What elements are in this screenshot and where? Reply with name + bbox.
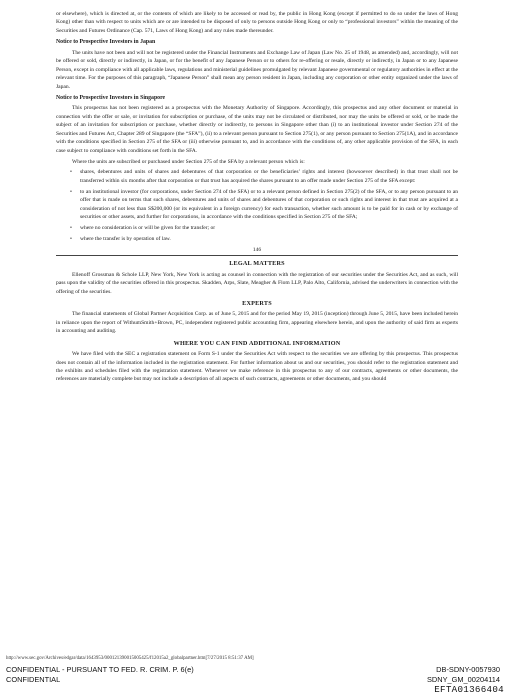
list-item [70,224,458,232]
bates-number: EFTA01366404 [434,684,504,695]
list-item [70,168,458,185]
experts-paragraph: The financial statements of Global Partner Acquisition Corp. as of June 5, 2015 and for the period May 19, 2015 (inception) through June 5, 2015, have been included herein in reliance upon the report of WithumSmith+Brown, PC, independent registered public accounting firm, appearing elsewhere herein, and upon the authority of said firm as experts in accounting and auditing. [56,311,458,335]
additional-information-paragraph: We have filed with the SEC a registration statement on Form S-1 under the Securities Act with respect to the securities we are offering by this prospectus. This prospectus does not contain all of the information included in the registration statement. For further information about us and our securities, you should refer to the registration statement and the exhibits and schedules filed with the registration statement. Whenever we make reference in this prospectus to any of our contracts, agreements or other documents, the references are materially complete but may not include a description of all aspects of such contracts, agreements or other documents, and you should [56,351,458,383]
list-item [70,235,458,243]
bullet-glyph: • [70,235,72,242]
hong-kong-continued-paragraph: or elsewhere), which is directed at, or the contents of which are likely to be accessed or read by, the public in Hong Kong (except if permitted to do so under the laws of Hong Kong) other than with respect to units which are or are intended to be disposed of only to persons outside Hong Kong or only to “professional investors” within the meaning of the Securities and Futures Ordinance (Cap. 571, Laws of Hong Kong) and any rules made thereunder. [56,11,458,34]
document-body [56,10,458,386]
singapore-notice-paragraph: This prospectus has not been registered as a prospectus with the Monetary Authority of Singapore. Accordingly, this prospectus and any other document or material in connection with the offer or sale, or invitation for subscription or purchase, of the units may not be circulated or distributed, nor may the units be offered or sold, or be made the subject of an invitation for subscription or purchase, whether directly or indirectly, to persons in Singapore other than (i) to an institutional investor under Section 274 of the Securities and Futures Act, Chapter 289 of Singapore (the “SFA”), (ii) to a relevant person pursuant to Section 275(1), or any person pursuant to Section 275(1A), and in accordance with the conditions specified in Section 275 of the SFA or (iii) otherwise pursuant to, and in accordance with the conditions of, any other applicable provision of the SFA, in each case subject to compliance with conditions set forth in the SFA. [56,105,458,154]
bullet-glyph: • [70,224,72,231]
legal-matters-heading: LEGAL MATTERS [229,260,285,268]
bullet-glyph: • [70,188,72,195]
source-url: http://www.sec.gov/Archives/edgar/data/1643953/000121390015005425/f12015a2_globalpartner.htm[7/27/2015 8:51:37 AM] [6,656,254,661]
sfa-intro-paragraph: Where the units are subscribed or purchased under Section 275 of the SFA by a relevant person which is: [72,158,305,165]
experts-heading: EXPERTS [242,299,272,307]
confidential-notice: CONFIDENTIAL - PURSUANT TO FED. R. CRIM. P. 6(e) [6,665,194,674]
japan-notice-paragraph: The units have not been and will not be registered under the Financial Instruments and Exchange Law of Japan (Law No. 25 of 1948, as amended) and, accordingly, will not be offered or sold, directly or indirectly, in Japan, or for the benefit of any Japanese Person or to others for re-offering or resale, directly or indirectly, in Japan or to any Japanese Person, except in compliance with all applicable laws, regulations and ministerial guidelines promulgated by relevant Japanese governmental or regulatory authorities in effect at the relevant time. For the purposes of this paragraph, “Japanese Person” shall mean any person resident in Japan, including any corporation or other entity organized under the laws of Japan. [56,49,458,90]
list-item-text: shares, debentures and units of shares and debentures of that corporation or the beneficiaries’ rights and interest (howsoever described) in that trust shall not be transferred within six months after that corporation or that trust has acquired the shares pursuant to an offer made under Section 275 of the SFA except: [80,169,458,184]
page-divider [56,255,458,256]
document-id-sdny: SDNY_GM_00204114 [427,675,500,684]
list-item-text: to an institutional investor (for corporations, under Section 274 of the SFA) or to a relevant person defined in Section 275(2) of the SFA, or to any person pursuant to an offer that is made on terms that such shares, debentures and units of shares and debentures of that corporation or such rights and interest in that trust are acquired at a consideration of not less than S$200,000 (or its equivalent in a foreign currency) for each transaction, whether such amount is to be paid for in cash or by exchange of securities or other assets, and further for corporations, in accordance with the conditions specified in Section 275 of the SFA; [80,188,458,221]
sfa-bullet-list [56,168,458,243]
legal-matters-paragraph: Ellenoff Grossman & Schole LLP, New York, New York is acting as counsel in connection with the registration of our securities under the Securities Act, and as such, will pass upon the validity of the securities offered in this prospectus. Skadden, Arps, Slate, Meagher & Flom LLP, Palo Alto, California, advised the underwriters in connection with the offering of the securities. [56,271,458,295]
list-item-text: where the transfer is by operation of law. [80,235,171,242]
list-item [70,188,458,222]
confidential-label: CONFIDENTIAL [6,675,61,684]
document-id-db: DB-SDNY-0057930 [436,665,500,674]
list-item-text: where no consideration is or will be given for the transfer; or [80,224,216,231]
singapore-notice-heading: Notice to Prospective Investors in Singapore [56,95,166,102]
page-number: 146 [252,247,262,254]
bullet-glyph: • [70,169,72,176]
additional-information-heading: WHERE YOU CAN FIND ADDITIONAL INFORMATION [173,339,341,347]
japan-notice-heading: Notice to Prospective Investors in Japan [56,39,156,46]
